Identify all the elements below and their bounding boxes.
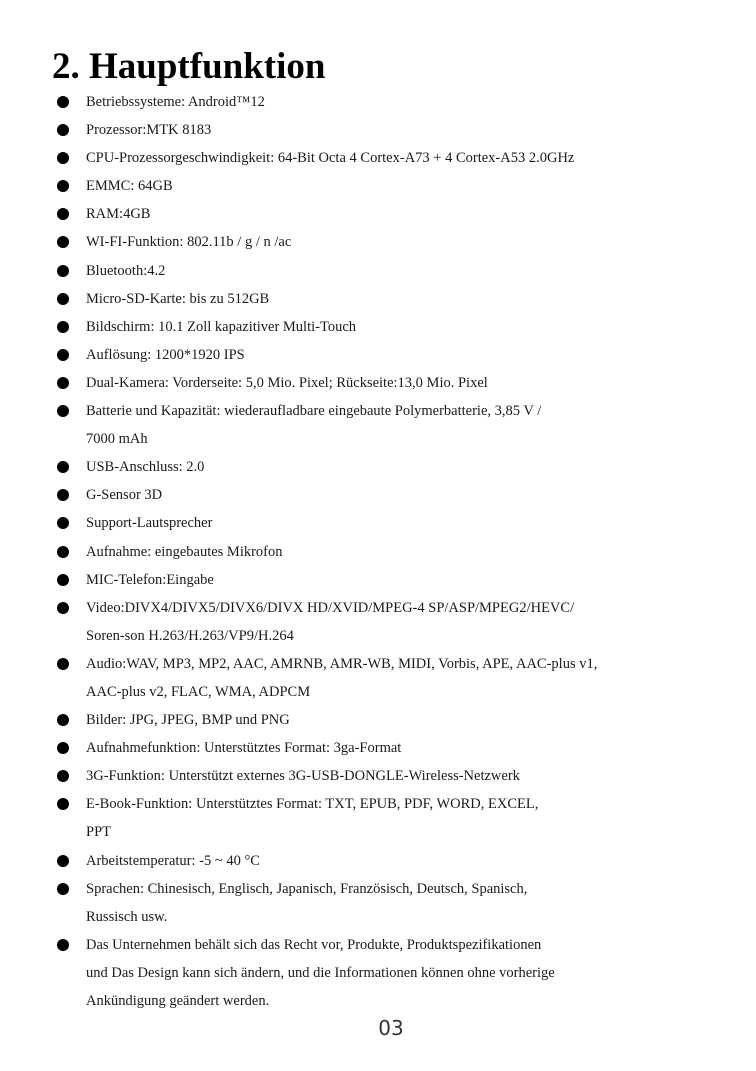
- bullet-icon: [57, 265, 69, 277]
- bullet-icon: [57, 96, 69, 108]
- spec-text: Prozessor:MTK 8183: [86, 122, 212, 139]
- spec-text: Betriebssysteme: Android™12: [86, 94, 265, 110]
- spec-item-screen: [0, 313, 756, 341]
- bullet-icon: [57, 546, 69, 558]
- spec-text: Audio:WAV, MP3, MP2, AAC, AMRNB, AMR-WB, MIDI, Vorbis, APE, AAC-plus v1, AAC-plus v2, FLAC, WMA, ADPCM: [86, 655, 598, 700]
- spec-text: WI-FI-Funktion: 802.11b / g / n /ac: [86, 234, 292, 251]
- bullet-icon: [57, 883, 69, 895]
- spec-text: 3G-Funktion: Unterstützt externes 3G-USB-DONGLE-Wireless-Netzwerk: [86, 768, 520, 785]
- spec-text: USB-Anschluss: 2.0: [86, 459, 205, 476]
- spec-item-cpu-speed: [0, 144, 756, 172]
- bullet-icon: [57, 152, 69, 164]
- bullet-icon: [57, 489, 69, 501]
- spec-item-audio: [0, 650, 756, 706]
- bullet-icon: [57, 939, 69, 951]
- spec-text: RAM:4GB: [86, 206, 151, 223]
- spec-item-mic: [0, 566, 756, 594]
- spec-item-wifi: [0, 228, 756, 256]
- spec-text: Video:DIVX4/DIVX5/DIVX6/DIVX HD/XVID/MPEG-4 SP/ASP/MPEG2/HEVC/ Soren-son H.263/H.263/VP9/H.264: [86, 599, 575, 644]
- spec-item-processor: [0, 116, 756, 144]
- spec-item-camera: [0, 369, 756, 397]
- spec-text: Aufnahme: eingebautes Mikrofon: [86, 543, 283, 560]
- bullet-icon: [57, 517, 69, 529]
- spec-item-operating-system: [0, 88, 756, 116]
- spec-item-g-sensor: [0, 481, 756, 509]
- spec-item-usb: [0, 453, 756, 481]
- spec-item-languages: [0, 875, 756, 931]
- spec-text: Support-Lautsprecher: [86, 515, 213, 532]
- spec-item-resolution: [0, 341, 756, 369]
- spec-item-speaker: [0, 509, 756, 537]
- bullet-icon: [57, 742, 69, 754]
- spec-text: Dual-Kamera: Vorderseite: 5,0 Mio. Pixel; Rückseite:13,0 Mio. Pixel: [86, 374, 488, 391]
- spec-item-bluetooth: [0, 257, 756, 285]
- spec-item-battery: [0, 397, 756, 453]
- bullet-icon: [57, 405, 69, 417]
- spec-item-3g: [0, 762, 756, 790]
- spec-text: MIC-Telefon:Eingabe: [86, 571, 214, 588]
- spec-text: G-Sensor 3D: [86, 487, 163, 504]
- spec-text: Bluetooth:4.2: [86, 262, 166, 279]
- bullet-icon: [57, 293, 69, 305]
- bullet-icon: [57, 321, 69, 333]
- spec-item-micro-sd: [0, 285, 756, 313]
- spec-item-recording: [0, 538, 756, 566]
- spec-item-video: [0, 594, 756, 650]
- bullet-icon: [57, 180, 69, 192]
- bullet-icon: [57, 855, 69, 867]
- spec-text: Micro-SD-Karte: bis zu 512GB: [86, 290, 270, 307]
- bullet-icon: [57, 798, 69, 810]
- page-title: 2. Hauptfunktion: [52, 46, 326, 87]
- spec-text: E-Book-Funktion: Unterstütztes Format: TXT, EPUB, PDF, WORD, EXCEL, PPT: [86, 796, 539, 841]
- spec-text: Das Unternehmen behält sich das Recht vor, Produkte, Produktspezifikationen und Das Design kann sich ändern, und die Informationen können ohne vorherige Ankündigung geändert werden.: [86, 936, 555, 1009]
- spec-text: Bildschirm: 10.1 Zoll kapazitiver Multi-Touch: [86, 318, 357, 335]
- spec-text: Sprachen: Chinesisch, Englisch, Japanisch, Französisch, Deutsch, Spanisch, Russisch usw.: [86, 880, 528, 925]
- spec-item-recording-function: [0, 734, 756, 762]
- bullet-icon: [57, 714, 69, 726]
- spec-text: Aufnahmefunktion: Unterstütztes Format: 3ga-Format: [86, 740, 402, 757]
- bullet-icon: [57, 208, 69, 220]
- spec-text: CPU-Prozessorgeschwindigkeit: 64-Bit Octa 4 Cortex-A73 + 4 Cortex-A53 2.0GHz: [86, 150, 575, 167]
- page-number: 03: [378, 1016, 404, 1040]
- bullet-icon: [57, 124, 69, 136]
- spec-item-images: [0, 706, 756, 734]
- spec-text: Arbeitstemperatur: -5 ~ 40 °C: [86, 852, 260, 869]
- spec-item-disclaimer: [0, 931, 756, 1015]
- bullet-icon: [57, 770, 69, 782]
- spec-text: Bilder: JPG, JPEG, BMP und PNG: [86, 712, 290, 729]
- spec-list: [0, 88, 756, 1015]
- spec-item-ram: [0, 200, 756, 228]
- bullet-icon: [57, 602, 69, 614]
- bullet-icon: [57, 377, 69, 389]
- spec-text: Batterie und Kapazität: wiederaufladbare eingebaute Polymerbatterie, 3,85 V / 7000 mAh: [86, 403, 542, 448]
- bullet-icon: [57, 658, 69, 670]
- spec-item-emmc: [0, 172, 756, 200]
- bullet-icon: [57, 236, 69, 248]
- spec-item-temperature: [0, 847, 756, 875]
- spec-item-ebook: [0, 790, 756, 846]
- spec-text: EMMC: 64GB: [86, 178, 173, 195]
- bullet-icon: [57, 461, 69, 473]
- spec-text: Auflösung: 1200*1920 IPS: [86, 346, 245, 363]
- bullet-icon: [57, 574, 69, 586]
- bullet-icon: [57, 349, 69, 361]
